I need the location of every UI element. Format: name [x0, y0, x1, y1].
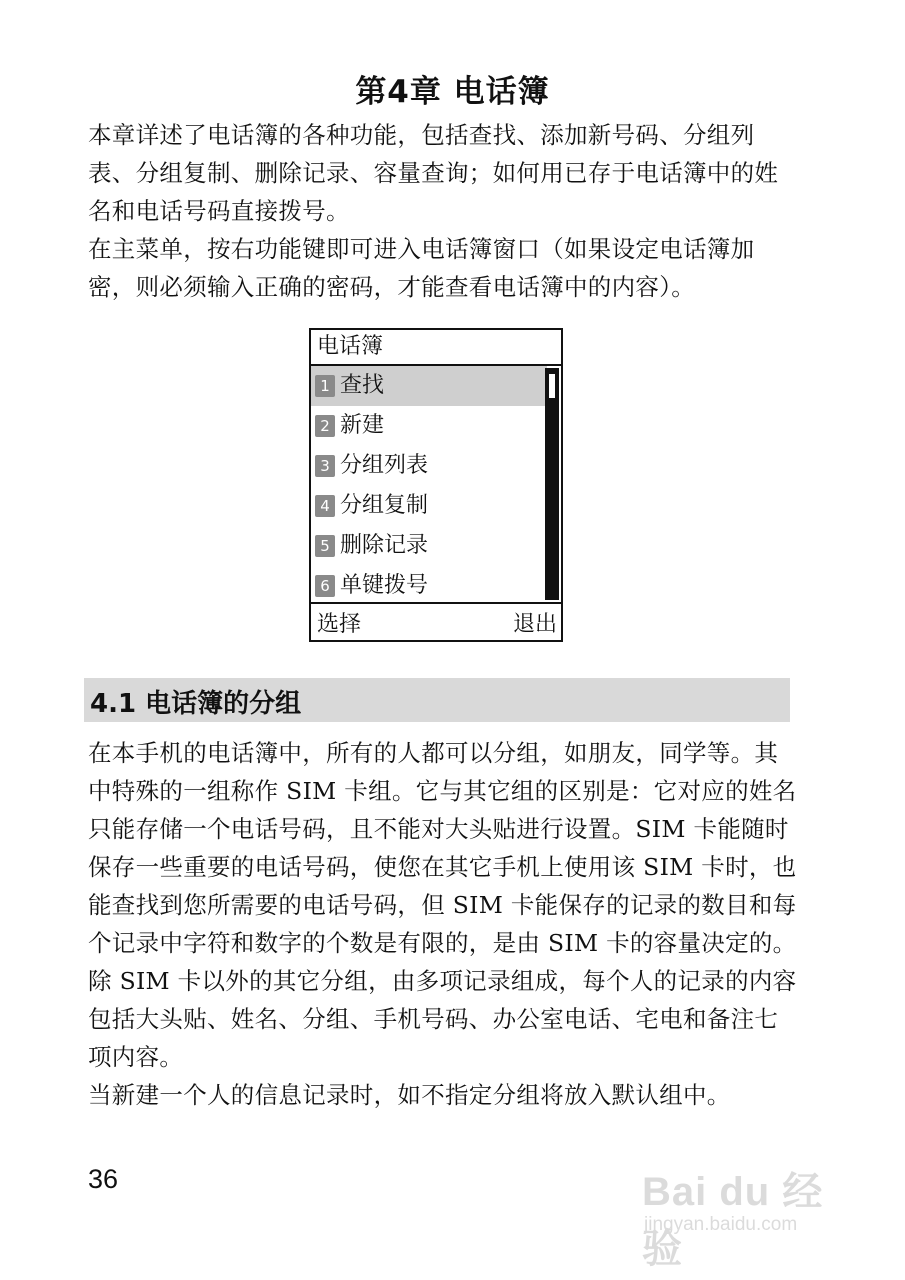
number-5-icon: 5	[315, 535, 335, 557]
menu-item-speed-dial[interactable]	[311, 566, 547, 606]
menu-item-label: 查找	[340, 373, 385, 398]
menu-item-label: 删除记录	[340, 533, 429, 558]
phone-menu-list	[311, 366, 561, 604]
phone-header: 电话簿	[311, 330, 561, 366]
section-paragraph-2: 除 SIM 卡以外的其它分组，由多项记录组成，每个人的记录的内容包括大头贴、姓名、分组、手机号码、办公室电话、宅电和备注七项内容。	[88, 967, 797, 1071]
section-body	[88, 734, 800, 1114]
phone-screen-illustration	[309, 328, 563, 642]
menu-item-new[interactable]	[311, 406, 547, 446]
intro-paragraph-1: 本章详述了电话簿的各种功能，包括查找、添加新号码、分组列表、分组复制、删除记录、容量查询；如何用已存于电话簿中的姓名和电话号码直接拨号。	[88, 121, 779, 225]
chapter-title: 第4章 电话簿	[355, 74, 550, 110]
baidu-logo: Bai du 经验	[642, 1170, 824, 1271]
number-4-icon: 4	[315, 495, 335, 517]
intro-text	[88, 116, 800, 306]
exit-softkey[interactable]: 退出	[512, 611, 557, 637]
number-2-icon: 2	[315, 415, 335, 437]
intro-paragraph-2: 在主菜单，按右功能键即可进入电话簿窗口（如果设定电话簿加密，则必须输入正确的密码，才能查看电话簿中的内容）。	[88, 235, 755, 301]
number-1-icon: 1	[315, 375, 335, 397]
section-paragraph-1: 在本手机的电话簿中，所有的人都可以分组，如朋友，同学等。其中特殊的一组称作 SIM 卡组。它与其它组的区别是：它对应的姓名只能存储一个电话号码，且不能对大头贴进行设置。SIM 卡能随时保存一些重要的电话号码，使您在其它手机上使用该 SIM 卡时，也能查找到您所需要的电话号码，但 SIM 卡能保存的记录的数目和每个记录中字符和数字的个数是有限的，是由 SIM 卡的容量决定的。	[88, 739, 797, 957]
scrollbar[interactable]	[545, 368, 559, 600]
number-3-icon: 3	[315, 455, 335, 477]
scroll-thumb[interactable]	[549, 374, 555, 398]
menu-item-label: 分组列表	[340, 453, 429, 478]
watermark-url: jingyan.baidu.com	[644, 1214, 798, 1235]
menu-item-group-list[interactable]	[311, 446, 547, 486]
select-softkey[interactable]: 选择	[317, 611, 362, 637]
menu-item-delete-records[interactable]	[311, 526, 547, 566]
menu-item-label: 新建	[340, 413, 385, 438]
number-6-icon: 6	[315, 575, 335, 597]
page-number: 36	[88, 1164, 119, 1194]
menu-item-label: 单键拨号	[340, 573, 429, 598]
baidu-watermark	[642, 1148, 852, 1271]
phone-softkey-bar	[311, 602, 561, 640]
menu-item-label: 分组复制	[340, 493, 429, 518]
section-title: 4.1 电话簿的分组	[90, 689, 302, 719]
section-paragraph-3: 当新建一个人的信息记录时，如不指定分组将放入默认组中。	[88, 1081, 731, 1109]
menu-item-group-copy[interactable]	[311, 486, 547, 526]
menu-item-search[interactable]	[311, 366, 547, 406]
